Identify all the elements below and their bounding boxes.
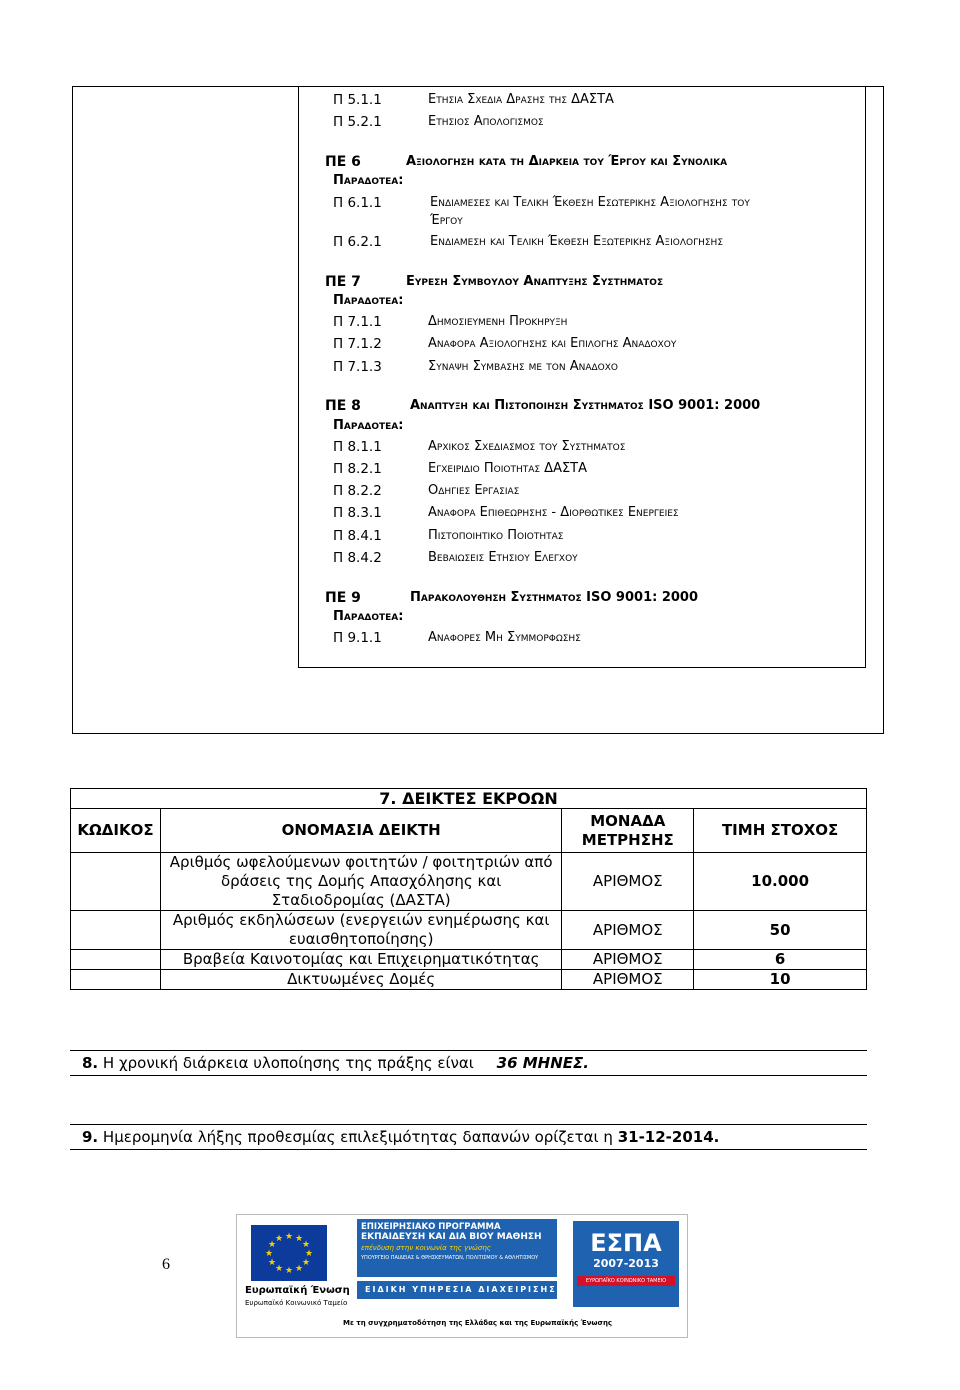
cell-target: 10 bbox=[694, 970, 867, 990]
work-package-code: ΠΕ 8 bbox=[325, 398, 361, 414]
cell-name: Αριθμός εκδηλώσεων (ενεργειών ενημέρωσης και ευαισθητοποίησης) bbox=[160, 911, 561, 950]
column-header-target: ΤΙΜΗ ΣΤΟΧΟΣ bbox=[694, 809, 867, 853]
svg-text:★: ★ bbox=[301, 1258, 311, 1268]
cell-code bbox=[71, 911, 161, 950]
cell-target: 50 bbox=[694, 911, 867, 950]
cell-code bbox=[71, 970, 161, 990]
cell-unit: ΑΡΙΘΜΟΣ bbox=[562, 950, 694, 970]
column-header-name: ΟΝΟΜΑΣΙΑ ΔΕΙΚΤΗ bbox=[160, 809, 561, 853]
work-package-code: ΠΕ 7 bbox=[325, 274, 361, 290]
program-top: ΕΠΙΧΕΙΡΗΣΙΑΚΟ ΠΡΟΓΡΑΜΜΑ bbox=[361, 1222, 501, 1232]
deliverables-label: Παραδοτεα: bbox=[333, 418, 404, 433]
work-package-title: Ευρεση Συμβουλου Αναπτυξης Συστηματος bbox=[406, 274, 664, 289]
deliverable-code: Π 6.2.1 bbox=[333, 234, 382, 250]
deliverable-title: Ετησιος Απολογισμος bbox=[428, 114, 544, 129]
deliverable-code: Π 7.1.3 bbox=[333, 359, 382, 375]
deliverable-title: Αναφορες Μη Συμμορφωσης bbox=[428, 630, 581, 645]
indicators-table bbox=[70, 788, 867, 990]
section-deadline bbox=[70, 1124, 867, 1150]
svg-text:★: ★ bbox=[284, 1266, 294, 1276]
deliverable-code: Π 5.1.1 bbox=[333, 92, 382, 108]
svg-text:★: ★ bbox=[267, 1240, 277, 1250]
cell-target: 6 bbox=[694, 950, 867, 970]
section-number: 9. bbox=[82, 1128, 99, 1146]
deliverable-title: Αρχικος Σχεδιασμος του Συστηματος bbox=[428, 439, 626, 454]
work-package-title: Αναπτυξη και Πιστοποιηση Συστηματος ISO 9001: 2000 bbox=[410, 398, 761, 413]
eu-flag-icon bbox=[251, 1225, 327, 1281]
deliverables-label: Παραδοτεα: bbox=[333, 173, 404, 188]
program-name: ΕΚΠΑΙΔΕΥΣΗ ΚΑΙ ΔΙΑ ΒΙΟΥ ΜΑΘΗΣΗ bbox=[361, 1232, 542, 1242]
deliverable-title: Οδηγιες Εργασιας bbox=[428, 483, 520, 498]
deliverables-label: Παραδοτεα: bbox=[333, 609, 404, 624]
eu-name: Ευρωπαϊκή Ένωση bbox=[245, 1285, 350, 1296]
svg-text:★: ★ bbox=[304, 1249, 314, 1259]
deliverable-title: Αναφορα Επιθεωρησης - Διορθωτικες Ενεργειες bbox=[428, 505, 679, 520]
svg-text:★: ★ bbox=[294, 1264, 304, 1274]
deliverable-title: Δημοσιευμενη Προκηρυξη bbox=[428, 314, 568, 329]
cell-name: Αριθμός ωφελούμενων φοιτητών / φοιτητριών από δράσεις της Δομής Απασχόλησης και Σταδιοδρομίας (ΔΑΣΤΑ) bbox=[160, 853, 561, 911]
svg-text:★: ★ bbox=[274, 1234, 284, 1244]
indicators-heading: 7. ΔΕΙΚΤΕΣ ΕΚΡΟΩΝ bbox=[71, 789, 867, 809]
cell-name: Δικτυωμένες Δομές bbox=[160, 970, 561, 990]
deliverable-title: Συναψη Συμβασης με τον Αναδοχο bbox=[428, 359, 618, 374]
table-row bbox=[71, 853, 867, 911]
deliverable-code: Π 6.1.1 bbox=[333, 195, 382, 211]
page-number: 6 bbox=[162, 1256, 170, 1273]
deliverable-code: Π 9.1.1 bbox=[333, 630, 382, 646]
column-header-code: ΚΩΔΙΚΟΣ bbox=[71, 809, 161, 853]
deliverable-code: Π 7.1.1 bbox=[333, 314, 382, 330]
deliverable-code: Π 8.2.1 bbox=[333, 461, 382, 477]
espa-logo: ΕΣΠΑ bbox=[590, 1229, 662, 1257]
program-tag: επένδυση στην κοινωνία της γνώσης bbox=[361, 1244, 491, 1252]
work-package-title: Παρακολουθηση Συστηματος ISO 9001: 2000 bbox=[410, 590, 699, 605]
section-number: 8. bbox=[82, 1054, 99, 1072]
deliverable-title: Βεβαιωσεις Ετησιου Ελεγχου bbox=[428, 550, 578, 565]
deliverable-code: Π 8.3.1 bbox=[333, 505, 382, 521]
table-row bbox=[71, 911, 867, 950]
cell-code bbox=[71, 853, 161, 911]
column-header-unit: ΜΟΝΑΔΑ ΜΕΤΡΗΣΗΣ bbox=[562, 809, 694, 853]
deliverable-code: Π 7.1.2 bbox=[333, 336, 382, 352]
deliverables-label: Παραδοτεα: bbox=[333, 293, 404, 308]
deliverable-title: Αναφορα Αξιολογησης και Επιλογης Αναδοχου bbox=[428, 336, 677, 351]
deliverable-title-cont: Έργου bbox=[430, 213, 463, 228]
cell-target: 10.000 bbox=[694, 853, 867, 911]
section-text: Ημερομηνία λήξης προθεσμίας επιλεξιμότητας δαπανών ορίζεται η bbox=[102, 1128, 613, 1146]
svg-text:★: ★ bbox=[264, 1249, 274, 1259]
svg-text:★: ★ bbox=[267, 1258, 277, 1268]
deliverable-title: Πιστοποιητικο Ποιοτητας bbox=[428, 528, 564, 543]
svg-text:★: ★ bbox=[274, 1264, 284, 1274]
eu-fund: Ευρωπαϊκό Κοινωνικό Ταμείο bbox=[245, 1299, 348, 1307]
work-package-code: ΠΕ 6 bbox=[325, 154, 361, 170]
deliverable-code: Π 5.2.1 bbox=[333, 114, 382, 130]
work-package-code: ΠΕ 9 bbox=[325, 590, 361, 606]
deliverable-title: Εγχειριδιο Ποιοτητας ΔΑΣΤΑ bbox=[428, 461, 588, 476]
deliverable-title: Ενδιαμεση και Τελικη Έκθεση Εξωτερικης Αξιολογησης bbox=[430, 234, 724, 249]
deliverable-title: Ενδιαμεσες και Τελικη Έκθεση Εσωτερικης Αξιολογησης του bbox=[430, 195, 750, 210]
ministry: ΥΠΟΥΡΓΕΙΟ ΠΑΙΔΕΙΑΣ & ΘΡΗΣΚΕΥΜΑΤΩΝ, ΠΟΛΙΤΙΣΜΟΥ & ΑΘΛΗΤΙΣΜΟΥ bbox=[361, 1255, 539, 1261]
deadline-value: 31-12-2014. bbox=[617, 1128, 720, 1146]
work-package-title: Αξιολογηση κατα τη Διαρκεια του Έργου και Συνολικα bbox=[406, 154, 728, 169]
table-row bbox=[71, 950, 867, 970]
svg-text:★: ★ bbox=[284, 1232, 294, 1242]
service: ΕΙΔΙΚΗ ΥΠΗΡΕΣΙΑ ΔΙΑΧΕΙΡΙΣΗΣ bbox=[357, 1281, 557, 1299]
espa-years: 2007-2013 bbox=[593, 1257, 659, 1270]
cell-name: Βραβεία Καινοτομίας και Επιχειρηματικότητας bbox=[160, 950, 561, 970]
espa-fund: ΕΥΡΩΠΑΪΚΟ ΚΟΙΝΩΝΙΚΟ ΤΑΜΕΙΟ bbox=[577, 1276, 675, 1286]
svg-text:★: ★ bbox=[294, 1234, 304, 1244]
deliverable-code: Π 8.1.1 bbox=[333, 439, 382, 455]
cell-unit: ΑΡΙΘΜΟΣ bbox=[562, 970, 694, 990]
table-row bbox=[71, 970, 867, 990]
cell-unit: ΑΡΙΘΜΟΣ bbox=[562, 911, 694, 950]
section-duration bbox=[70, 1050, 867, 1076]
svg-text:★: ★ bbox=[301, 1240, 311, 1250]
duration-value: 36 ΜΗΝΕΣ. bbox=[496, 1054, 589, 1072]
cofund: Με τη συγχρηματοδότηση της Ελλάδας και της Ευρωπαϊκής Ένωσης bbox=[343, 1319, 613, 1327]
deliverable-title: Ετησια Σχεδια Δρασης της ΔΑΣΤΑ bbox=[428, 92, 614, 107]
funding-logos bbox=[236, 1214, 688, 1338]
deliverable-code: Π 8.4.2 bbox=[333, 550, 382, 566]
cell-unit: ΑΡΙΘΜΟΣ bbox=[562, 853, 694, 911]
deliverable-code: Π 8.2.2 bbox=[333, 483, 382, 499]
cell-code bbox=[71, 950, 161, 970]
deliverable-code: Π 8.4.1 bbox=[333, 528, 382, 544]
section-text: Η χρονική διάρκεια υλοποίησης της πράξης είναι bbox=[102, 1054, 474, 1072]
